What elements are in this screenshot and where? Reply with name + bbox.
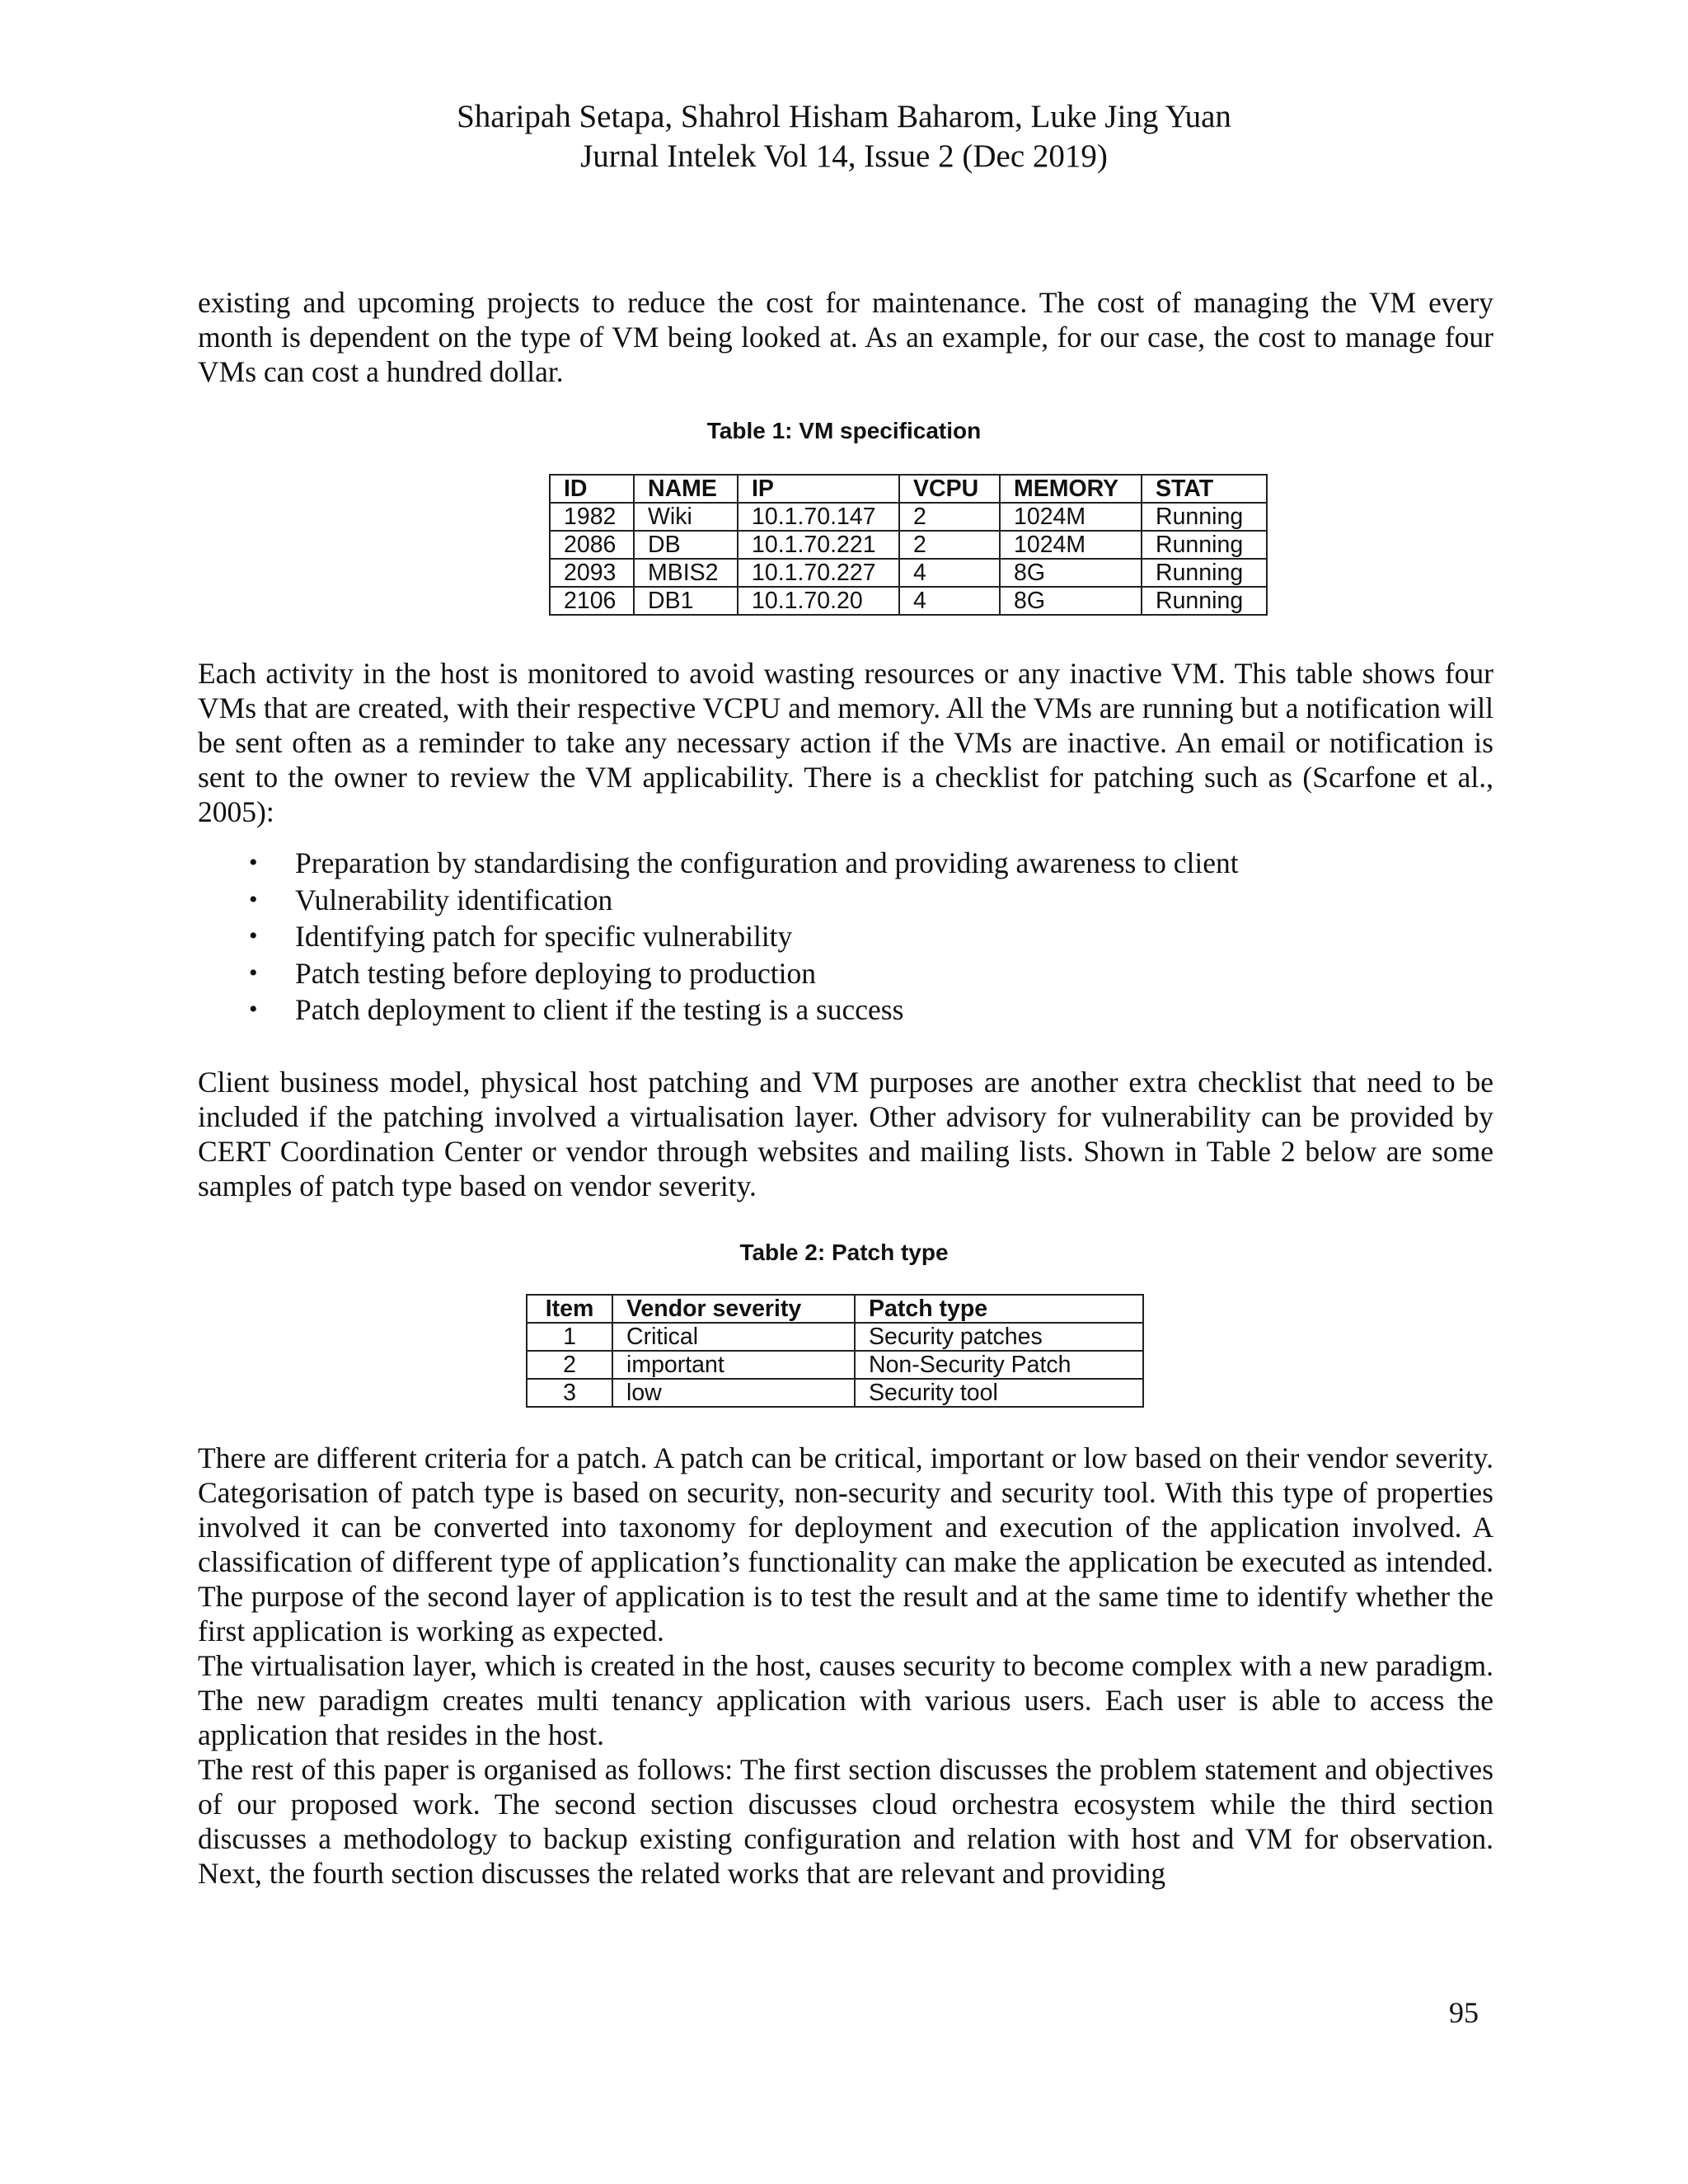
header-authors: Sharipah Setapa, Shahrol Hisham Baharom, Luke Jing Yuan — [457, 99, 1231, 134]
table-cell: 2 — [899, 503, 1000, 531]
table-cell: 2 — [899, 531, 1000, 559]
list-item — [198, 882, 1493, 919]
table-cell: DB — [634, 531, 738, 559]
table-1-header-ip: IP — [738, 475, 899, 503]
list-item-text: Identifying patch for specific vulnerability — [295, 920, 793, 953]
table-2-header-vendor-severity: Vendor severity — [612, 1295, 855, 1323]
table-2-header-patch-type: Patch type — [855, 1295, 1143, 1323]
table-1-header-name: NAME — [634, 475, 738, 503]
table-cell: 10.1.70.227 — [738, 559, 899, 587]
table-row — [527, 1323, 1143, 1351]
header-journal: Jurnal Intelek Vol 14, Issue 2 (Dec 2019) — [580, 138, 1108, 174]
table-row — [527, 1351, 1143, 1379]
table-2-header-row — [527, 1295, 1143, 1323]
table-cell: Running — [1142, 587, 1267, 615]
table-cell: 2106 — [550, 587, 634, 615]
body-section-4 — [198, 1441, 1493, 1891]
paragraph-6-text: The rest of this paper is organised as follows: The first section discusses the problem statement and objectives of our proposed work. The second section discusses cloud orchestra ecosystem while the third section discusses a methodology to backup existing configuration and relation with host and VM for observation. Next, the fourth section discusses the related works that are relevant and providing — [198, 1753, 1493, 1890]
table-cell: 10.1.70.147 — [738, 503, 899, 531]
paragraph-3 — [198, 1065, 1493, 1203]
table-cell: Running — [1142, 559, 1267, 587]
page-number: 95 — [1449, 1996, 1479, 2029]
table-2-caption: Table 2: Patch type — [739, 1240, 949, 1265]
table-1-header-stat: STAT — [1142, 475, 1267, 503]
paragraph-1 — [198, 285, 1493, 389]
table-row — [550, 531, 1267, 559]
table-cell: 1982 — [550, 503, 634, 531]
table-cell: Security tool — [855, 1379, 1143, 1407]
table-cell: Critical — [612, 1323, 855, 1351]
paragraph-1-text: existing and upcoming projects to reduce the cost for maintenance. The cost of managing the VM every month is dependent on the type of VM being looked at. As an example, for our case, the cost to manage four VMs can cost a hundred dollar. — [198, 286, 1493, 388]
table-1-caption: Table 1: VM specification — [706, 418, 982, 443]
table-cell: 10.1.70.20 — [738, 587, 899, 615]
bullet-icon: • — [249, 996, 258, 1023]
table-row — [550, 559, 1267, 587]
table-1-header-row — [550, 475, 1267, 503]
patching-checklist — [198, 845, 1493, 1029]
table-cell: DB1 — [634, 587, 738, 615]
paragraph-3-text: Client business model, physical host patching and VM purposes are another extra checklist that need to be included if the patching involved a virtualisation layer. Other advisory for vulnerability can be provided by CERT Coordination Center or vendor through websites and mailing lists. Shown in Table 2 below are some samples of patch type based on vendor severity. — [198, 1066, 1493, 1202]
table-2-header-item: Item — [527, 1295, 612, 1323]
running-header — [0, 97, 1688, 176]
list-item-text: Preparation by standardising the configuration and providing awareness to client — [295, 846, 1239, 879]
table-cell: 8G — [1000, 559, 1142, 587]
table-cell: low — [612, 1379, 855, 1407]
table-cell: 1 — [527, 1323, 612, 1351]
table-row — [527, 1379, 1143, 1407]
table-cell: 2086 — [550, 531, 634, 559]
paragraph-2-text: Each activity in the host is monitored to avoid wasting resources or any inactive VM. This table shows four VMs that are created, with their respective VCPU and memory. All the VMs are running but a notification will be sent often as a reminder to take any necessary action if the VMs are inactive. An email or notification is sent to the owner to review the VM applicability. There is a checklist for patching such as (Scarfone et al., 2005): — [198, 657, 1493, 828]
table-1-vm-specification — [549, 474, 1268, 616]
table-cell: 4 — [899, 559, 1000, 587]
table-cell: 10.1.70.221 — [738, 531, 899, 559]
table-cell: 8G — [1000, 587, 1142, 615]
table-row — [550, 587, 1267, 615]
table-cell: 3 — [527, 1379, 612, 1407]
table-1-header-id: ID — [550, 475, 634, 503]
table-cell: 4 — [899, 587, 1000, 615]
bullet-icon: • — [249, 849, 258, 876]
table-cell: Wiki — [634, 503, 738, 531]
list-item-text: Vulnerability identification — [295, 883, 613, 916]
bullet-icon: • — [249, 922, 258, 949]
bullet-icon: • — [249, 885, 258, 913]
list-item — [198, 845, 1493, 882]
table-1-header-vcpu: VCPU — [899, 475, 1000, 503]
list-item-text: Patch deployment to client if the testing is a success — [295, 993, 904, 1026]
table-cell: 1024M — [1000, 503, 1142, 531]
bullet-icon: • — [249, 958, 258, 987]
list-item — [198, 918, 1493, 955]
list-item — [198, 991, 1493, 1029]
table-cell: Security patches — [855, 1323, 1143, 1351]
paragraph-4-text: There are different criteria for a patch. A patch can be critical, important or low based on their vendor severity. Categorisation of patch type is based on security, non-security and security tool. With this type of properties involved it can be converted into taxonomy for deployment and execution of the application involved. A classification of different type of application’s functionality can make the application be executed as intended. The purpose of the second layer of application is to test the result and at the same time to identify whether the first application is working as expected. — [198, 1441, 1493, 1647]
paragraph-5-text: The virtualisation layer, which is created in the host, causes security to become complex with a new paradigm. The new paradigm creates multi tenancy application with various users. Each user is able to access the application that resides in the host. — [198, 1649, 1493, 1751]
list-item-text: Patch testing before deploying to production — [295, 956, 816, 990]
paragraph-2 — [198, 656, 1493, 829]
table-cell: important — [612, 1351, 855, 1379]
table-cell: 2093 — [550, 559, 634, 587]
table-cell: Running — [1142, 531, 1267, 559]
table-cell: MBIS2 — [634, 559, 738, 587]
table-row — [550, 503, 1267, 531]
list-item — [198, 955, 1493, 992]
table-2-patch-type — [526, 1294, 1144, 1408]
table-cell: Non-Security Patch — [855, 1351, 1143, 1379]
table-cell: 2 — [527, 1351, 612, 1379]
table-cell: Running — [1142, 503, 1267, 531]
table-cell: 1024M — [1000, 531, 1142, 559]
table-1-header-memory: MEMORY — [1000, 475, 1142, 503]
